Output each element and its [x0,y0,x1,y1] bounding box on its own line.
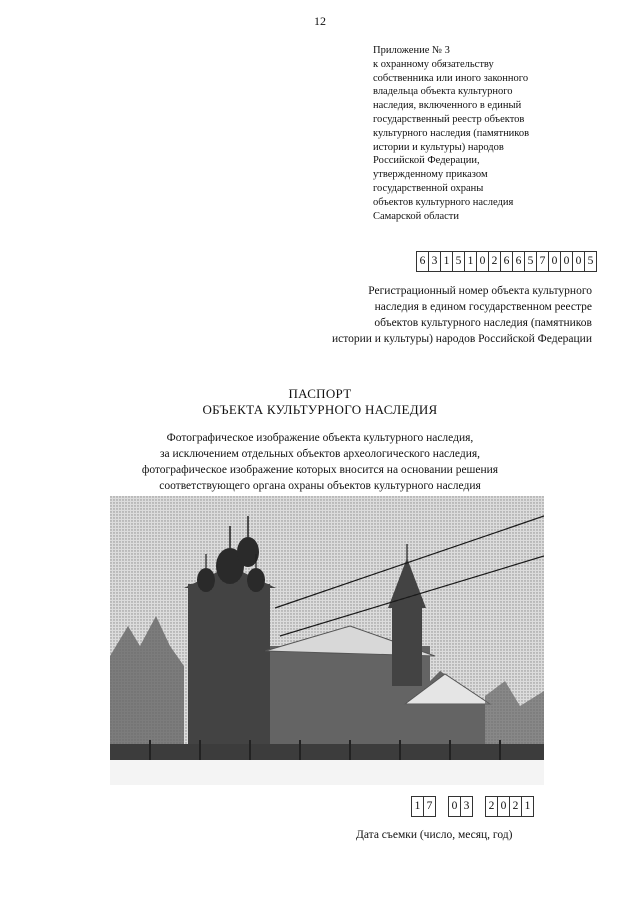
date-digit: 2 [509,796,522,817]
registration-digit: 0 [548,251,561,272]
date-digit: 7 [423,796,436,817]
registration-digit: 0 [560,251,573,272]
photo-dome [247,568,265,592]
registration-caption [332,283,592,347]
appendix-line: владельца объекта культурного [373,86,513,98]
photo-caption-line: за исключением отдельных объектов археологического наследия, [159,448,481,460]
registration-digit: 0 [572,251,585,272]
shooting-date [411,796,534,817]
appendix-line: объектов культурного наследия [373,196,514,208]
registration-digit: 0 [476,251,489,272]
date-digit: 1 [411,796,424,817]
appendix-line: Российской Федерации, [373,155,480,167]
registration-caption-line: объектов культурного наследия (памятников [374,317,592,329]
appendix-line: государственной охраны [373,182,484,194]
registration-number [416,251,597,272]
photo-dome [197,568,215,592]
photo-caption-line: Фотографическое изображение объекта культурного наследия, [166,432,474,444]
document-title [0,386,640,418]
registration-digit: 1 [440,251,453,272]
photo-caption-line: фотографическое изображение которых вносится на основании решения [141,464,499,476]
registration-digit: 5 [452,251,465,272]
appendix-line: к охранному обязательству [373,58,494,70]
registration-digit: 1 [464,251,477,272]
photo-caption-line: соответствующего органа охраны объектов культурного наследия [159,480,481,492]
registration-digit: 6 [416,251,429,272]
appendix-line: собственника или иного законного [373,72,529,84]
registration-caption-line: Регистрационный номер объекта культурного [368,285,592,297]
date-year [485,796,534,817]
appendix-line: утвержденному приказом [373,169,488,181]
registration-caption-line: истории и культуры) народов Российской Федерации [331,333,592,345]
photo-snow [110,760,544,785]
appendix-line: истории и культуры) народов [373,141,504,153]
appendix-line: наследия, включенного в единый [373,100,522,112]
date-month [448,796,473,817]
date-day [411,796,436,817]
registration-digit: 7 [536,251,549,272]
photo-bell-tower [188,584,270,754]
title-line: ОБЪЕКТА КУЛЬТУРНОГО НАСЛЕДИЯ [202,402,438,417]
photo-spire-tower [392,606,422,686]
page-number: 12 [314,14,326,28]
church-photo [110,496,544,785]
registration-caption-line: наследия в едином государственном реестре [374,301,592,313]
registration-digit: 2 [488,251,501,272]
registration-digit: 6 [500,251,513,272]
registration-digit: 6 [512,251,525,272]
registration-digit: 5 [524,251,537,272]
photo-fence [110,744,544,760]
registration-digit: 5 [584,251,597,272]
appendix-line: Самарской области [373,210,459,222]
photo-caption [0,430,640,494]
appendix-line: культурного наследия (памятников [373,127,530,139]
date-digit: 2 [485,796,498,817]
registration-digit: 3 [428,251,441,272]
appendix-note [373,44,613,223]
date-digit: 0 [497,796,510,817]
date-digit: 1 [521,796,534,817]
date-digit: 3 [460,796,473,817]
title-line: ПАСПОРТ [288,386,352,401]
appendix-line: государственный реестр объектов [373,113,525,125]
date-caption: Дата съемки (число, месяц, год) [356,829,513,841]
date-digit: 0 [448,796,461,817]
appendix-line: Приложение № 3 [373,45,450,56]
